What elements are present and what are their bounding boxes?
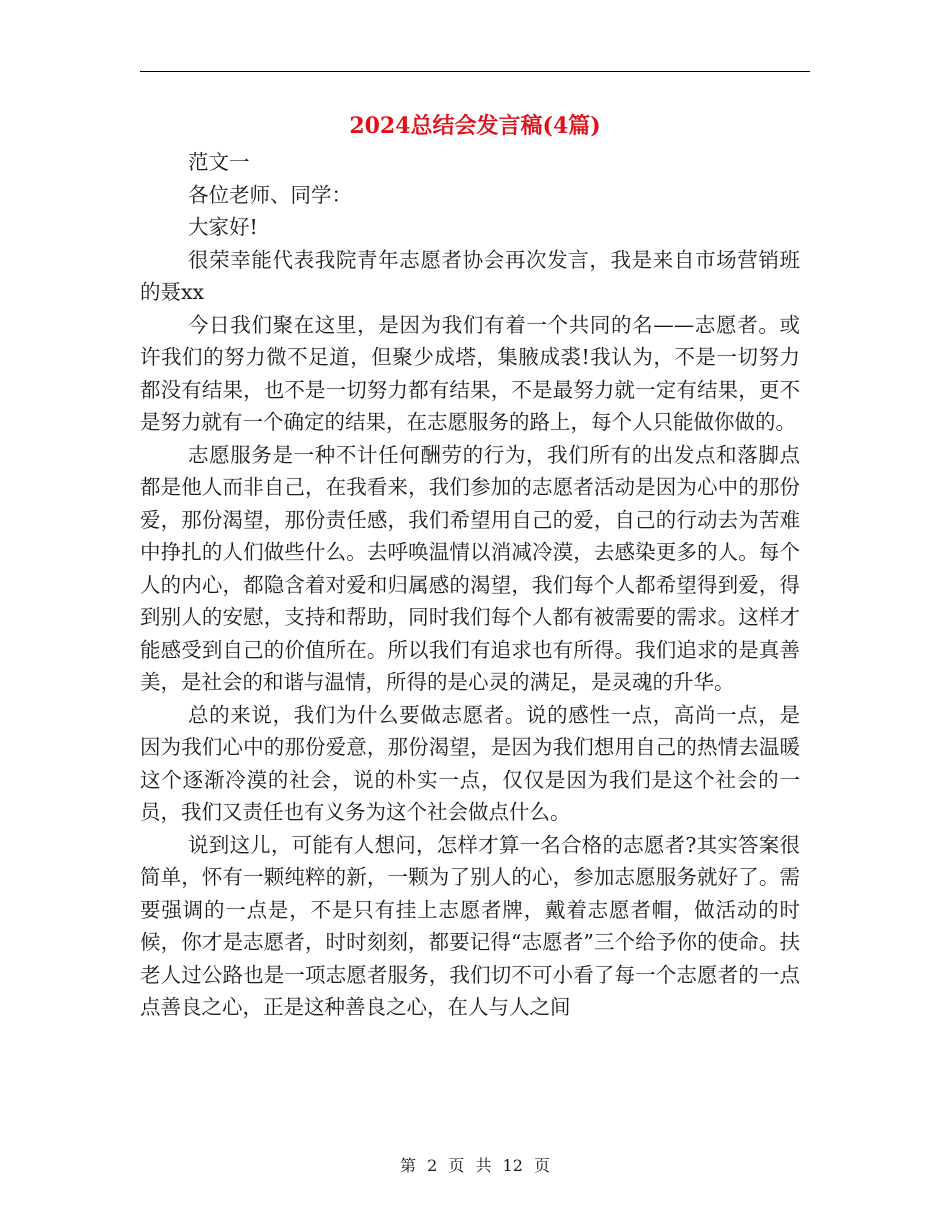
paragraph-salutation: 各位老师、同学：: [188, 182, 352, 207]
header-rule: [140, 71, 810, 72]
paragraph-heading: 范文一: [188, 150, 250, 174]
page-footer: 第 2 页 共 12 页: [400, 1156, 550, 1175]
paragraph: 今日我们聚在这里，是因为我们有着一个共同的名——志愿者。或许我们的努力微不足道，但聚少成塔，集腋成裘!我认为，不是一切努力都没有结果，也不是一切努力都有结果，不是最努力就一定有结果，更不是努力就有一个确定的结果，在志愿服务的路上，每个人只能做你做的。: [140, 312, 800, 434]
paragraph: 志愿服务是一种不计任何酬劳的行为，我们所有的出发点和落脚点都是他人而非自己，在我看来，我们参加的志愿者活动是因为心中的那份爱，那份渴望，那份责任感，我们希望用自己的爱，自己的行动去为苦难中挣扎的人们做些什么。去呼唤温情以消减冷漠，去感染更多的人。每个人的内心，都隐含着对爱和归属感的渴望，我们每个人都希望得到爱，得到别人的安慰，支持和帮助，同时我们每个人都有被需要的需求。这样才能感受到自己的价值所在。所以我们有追求也有所得。我们追求的是真善美，是社会的和谐与温情，所得的是心灵的满足，是灵魂的升华。: [140, 442, 800, 694]
document-title: 2024总结会发言稿(4篇): [349, 113, 601, 139]
paragraph: 很荣幸能代表我院青年志愿者协会再次发言，我是来自市场营销班的聂xx: [140, 247, 800, 304]
paragraph-greeting: 大家好!: [188, 215, 258, 239]
paragraph: 说到这儿，可能有人想问，怎样才算一名合格的志愿者?其实答案很简单，怀有一颗纯粹的新，一颗为了别人的心，参加志愿服务就好了。需要强调的一点是，不是只有挂上志愿者牌，戴着志愿者帽，做活动的时候，你才是志愿者，时时刻刻，都要记得“志愿者”三个给予你的使命。扶老人过公路也是一项志愿者服务，我们切不可小看了每一个志愿者的一点点善良之心，正是这种善良之心，在人与人之间: [140, 832, 800, 1019]
document-body: [140, 146, 800, 1024]
paragraph: 总的来说，我们为什么要做志愿者。说的感性一点，高尚一点，是因为我们心中的那份爱意，那份渴望，是因为我们想用自己的热情去温暖这个逐渐冷漠的社会，说的朴实一点，仅仅是因为我们是这个社会的一员，我们又责任也有义务为这个社会做点什么。: [140, 702, 800, 824]
